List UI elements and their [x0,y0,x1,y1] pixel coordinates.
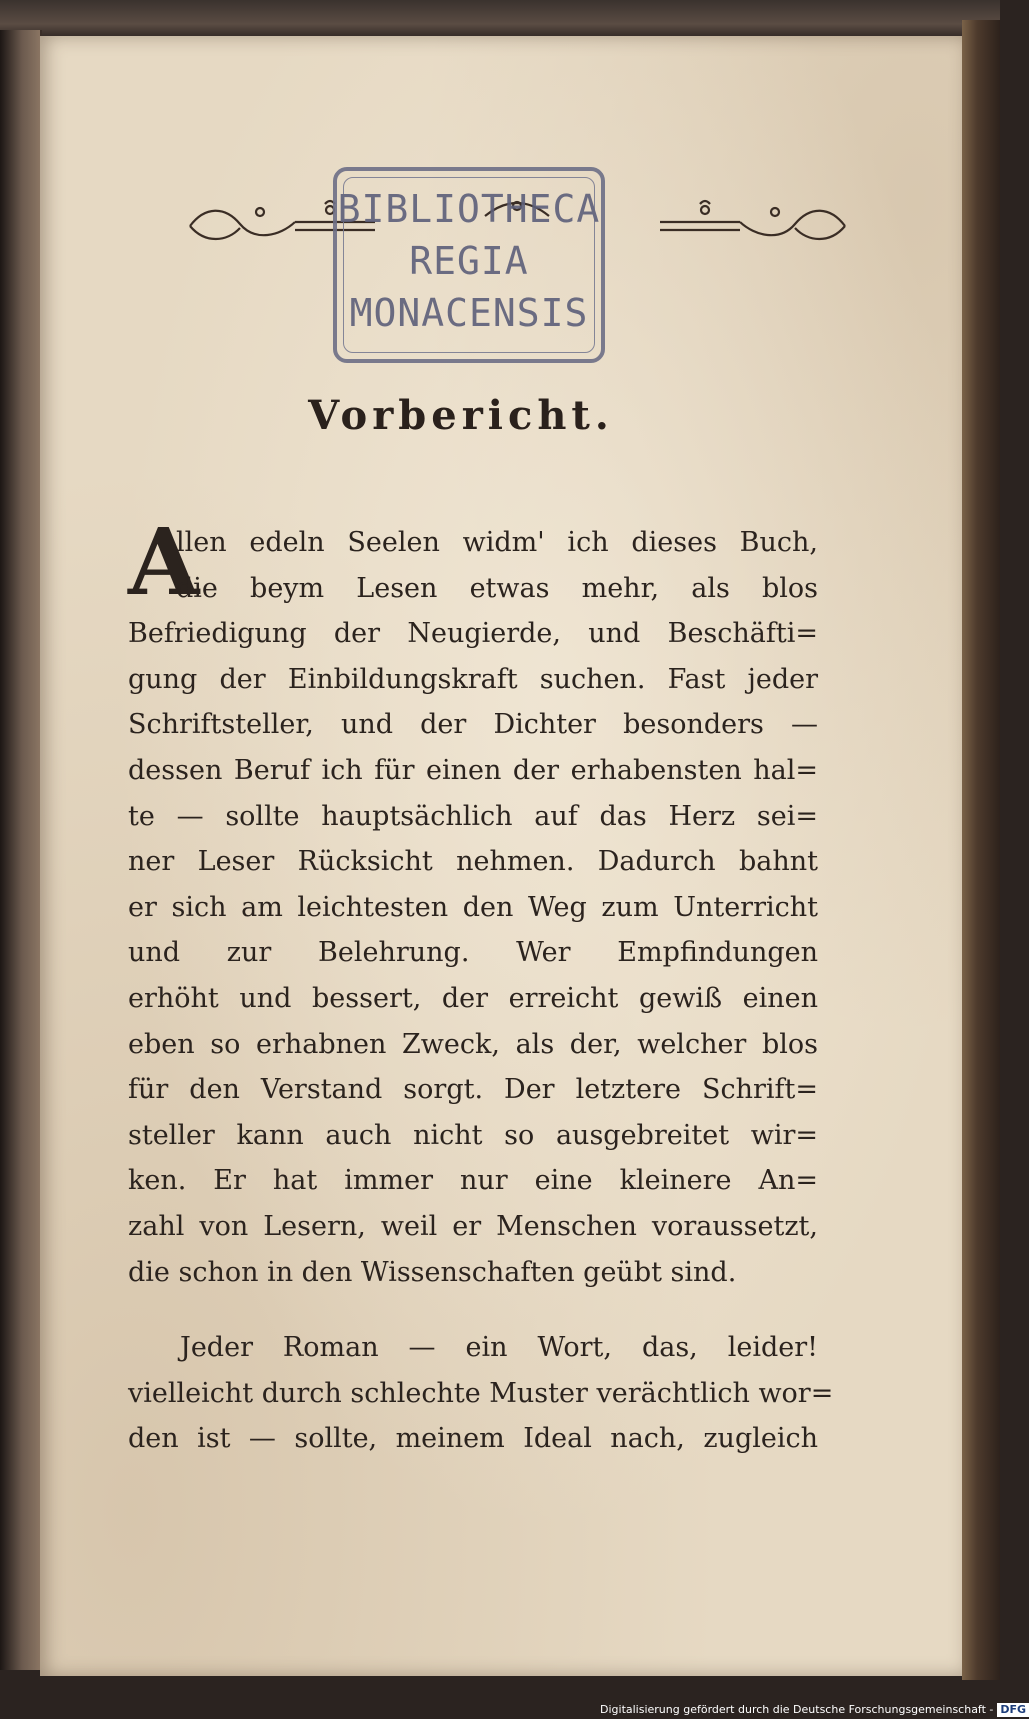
text-line: Befriedigung der Neugierde, und Beschäfti= [128,618,818,650]
text-line: gung der Einbildungskraft suchen. Fast jeder [128,663,818,695]
page-heading: Vorbericht. [308,392,614,439]
text-line: erhöht und bessert, der erreicht gewiß einen [128,982,818,1014]
stamp-line-1: BIBLIOTHECA [337,187,601,231]
text-line: die schon in den Wissenschaften geübt sind. [128,1256,737,1288]
text-line: steller kann auch nicht so ausgebreitet wir= [128,1119,818,1151]
text-line: Jeder Roman — ein Wort, das, leider! [180,1332,818,1363]
text-line: ner Leser Rücksicht nehmen. Dadurch bahnt [128,846,818,878]
book-spine-left [0,30,42,1670]
text-line: er sich am leichtesten den Weg zum Unterricht [128,891,818,923]
text-line: ken. Er hat immer nur eine kleinere An= [128,1165,818,1197]
text-line: die beym Lesen etwas mehr, als blos [176,572,818,604]
paragraph-1 [128,520,818,1295]
text-line: und zur Belehrung. Wer Empfindungen [128,937,818,969]
book-top-edge [0,0,1000,40]
text-line: zahl von Lesern, weil er Menschen voraussetzt, [128,1210,818,1242]
stamp-line-2: REGIA [409,239,529,283]
drop-cap: A [128,508,200,616]
text-line: Schriftsteller, und der Dichter besonders — [128,709,818,741]
text-line: llen edeln Seelen widm' ich dieses Buch, [176,527,818,558]
dfg-logo: DFG [997,1703,1029,1717]
paragraph-2 [128,1325,834,1462]
book-edge-right [962,20,1000,1680]
text-line: eben so erhabnen Zweck, als der, welcher blos [128,1028,818,1060]
text-line: dessen Beruf ich für einen der erhabensten hal= [128,754,818,786]
text-line: vielleicht durch schlechte Muster verächtlich wor= [128,1377,834,1409]
credit-text: Digitalisierung gefördert durch die Deutsche Forschungsgemeinschaft - [600,1703,994,1716]
stamp-line-3: MONACENSIS [349,291,589,335]
text-line: te — sollte hauptsächlich auf das Herz sei= [128,800,818,832]
digitization-credit [600,1700,1027,1719]
text-line: für den Verstand sorgt. Der letztere Schrift= [128,1074,818,1106]
text-line: den ist — sollte, meinem Ideal nach, zugleich [128,1423,818,1455]
library-stamp [333,167,605,363]
